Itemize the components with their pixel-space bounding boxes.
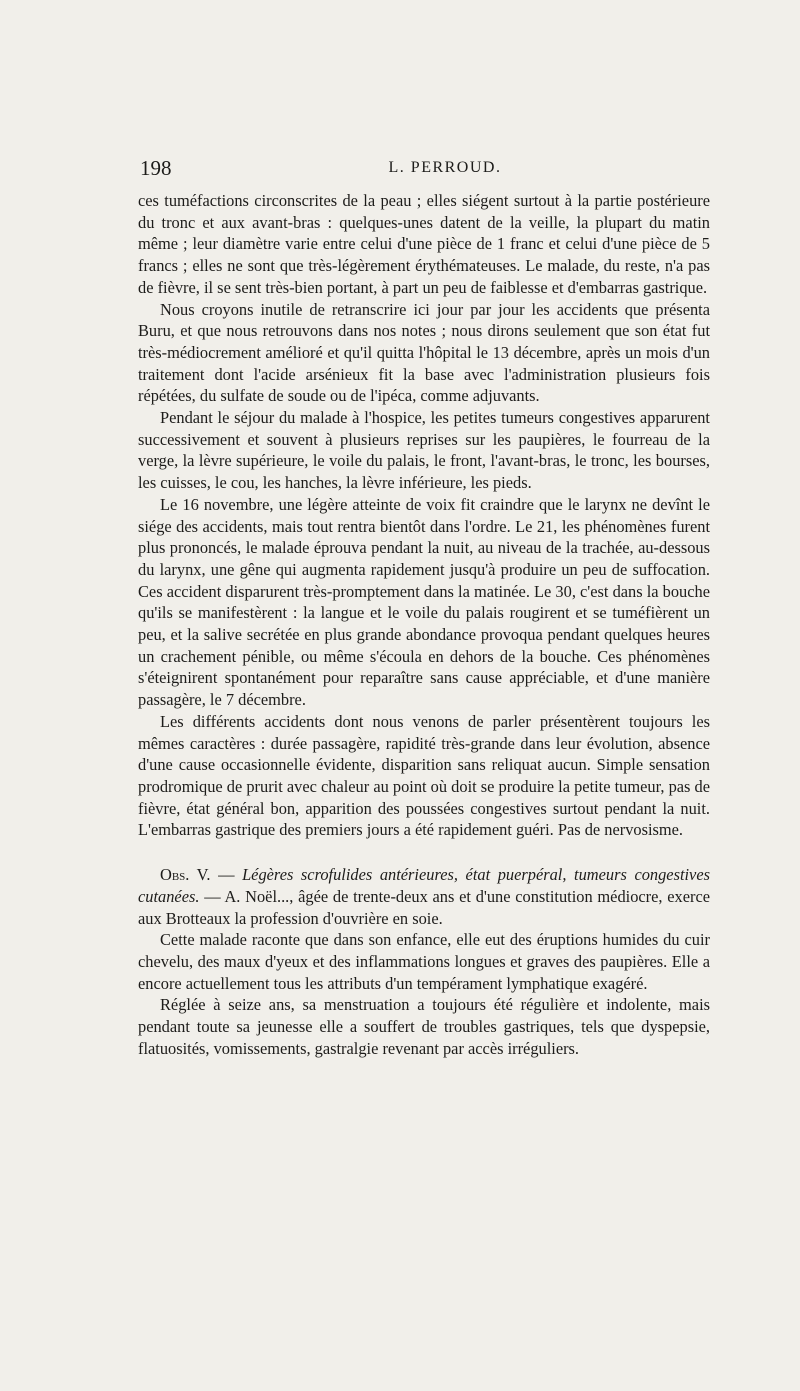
- paragraph: Pendant le séjour du malade à l'hospice, les petites tumeurs congestives apparurent successivement et souvent à plusieurs reprises sur les paupières, le fourreau de la verge, la lèvre supérieure, le voile du palais, le front, l'avant-bras, le tronc, les bourses, les cuisses, le cou, les hanches, la lèvre inférieure, les pieds.: [138, 408, 710, 493]
- paragraph: Cette malade raconte que dans son enfance, elle eut des éruptions humides du cuir chevelu, des maux d'yeux et des inflammations longues et graves des paupières. Elle a encore actuellement tous les attributs d'un tempérament lymphatique exagéré.: [138, 930, 710, 993]
- page-header: [140, 156, 710, 182]
- paragraph: Réglée à seize ans, sa menstruation a toujours été régulière et indolente, mais pendant toute sa jeunesse elle a souffert de troubles gastriques, tels que dyspepsie, flatuosités, vomissements, gastralgie revenant par accès irréguliers.: [138, 995, 710, 1058]
- running-head: L. PERROUD.: [388, 159, 502, 176]
- observation-label: Obs. V. —: [160, 865, 235, 885]
- observation-title: Légères scrofulides antérieures, état puerpéral, tumeurs congestives cutanées.: [138, 865, 710, 906]
- paragraph: Nous croyons inutile de retranscrire ici jour par jour les accidents que présenta Buru, et que nous retrouvons dans nos notes ; nous dirons seulement que son état fut très-médiocrement amélioré et qu'il quitta l'hôpital le 13 décembre, après un mois d'un traitement dont l'acide arsénieux fit la base avec l'administration plusieurs fois répétées, du sulfate de soude ou de l'ipéca, comme adjuvants.: [138, 299, 710, 406]
- observation-text: — A. Noël..., âgée de trente-deux ans et d'une constitution médiocre, exerce aux Brotteaux la profession d'ouvrière en soie.: [138, 886, 710, 928]
- paragraph: Les différents accidents dont nous venons de parler présentèrent toujours les mêmes caractères : durée passagère, rapidité très-grande dans leur évolution, absence d'une cause occasionnelle évidente, disparition sans reliquat aucun. Simple sensation prodromique de prurit avec chaleur au point où doit se produire la petite tumeur, pas de fièvre, état général bon, apparition des poussées congestives surtout pendant la nuit. L'embarras gastrique des premiers jours a été rapidement guéri. Pas de nervosisme.: [138, 711, 710, 840]
- page-number: 198: [140, 156, 172, 180]
- page-body: [138, 190, 710, 1059]
- observation-heading: [138, 864, 710, 929]
- paragraph: Le 16 novembre, une légère atteinte de voix fit craindre que le larynx ne devînt le siége des accidents, mais tout rentra bientôt dans l'ordre. Le 21, les phénomènes furent plus prononcés, le malade éprouva pendant la nuit, au niveau de la trachée, au-dessous du larynx, une gêne qui augmenta rapidement jusqu'à produire un peu de suffocation. Ces accident disparurent très-promptement dans la matinée. Le 30, c'est dans la bouche qu'ils se manifestèrent : la langue et le voile du palais rougirent et se tuméfièrent un peu, et la salive secrétée en plus grande abondance provoqua pendant quelques heures un crachement pénible, ou même s'écoula en dehors de la bouche. Ces phénomènes s'éteignirent spontanément pour reparaître sans cause appréciable, et d'une manière passagère, le 7 décembre.: [138, 494, 710, 710]
- paragraph: ces tuméfactions circonscrites de la peau ; elles siégent surtout à la partie postérieure du tronc et aux avant-bras : quelques-unes datent de la veille, la plupart du matin même ; leur diamètre varie entre celui d'une pièce de 1 franc et celui d'une pièce de 5 francs ; elles ne sont que très-légèrement érythémateuses. Le malade, du reste, n'a pas de fièvre, il se sent très-bien portant, à part un peu de faiblesse et d'embarras gastrique.: [138, 191, 710, 297]
